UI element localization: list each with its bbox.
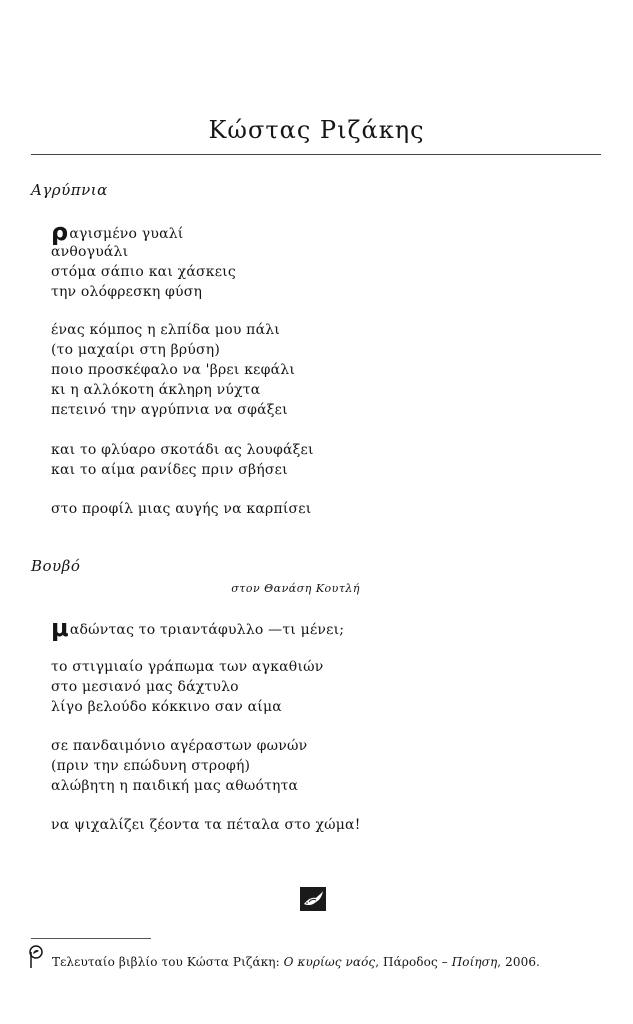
footnote-book-title: Ο κυρίως ναός <box>283 955 376 969</box>
poem-title-2: Βουβό <box>31 557 81 575</box>
stanza-1-4 <box>51 499 311 519</box>
stanza-1-1 <box>51 218 236 302</box>
poem-line: την ολόφρεσκη φύση <box>51 284 203 300</box>
poem-line <box>51 614 345 642</box>
stanza-1-2 <box>51 320 295 420</box>
poem-line: (το μαχαίρι στη βρύση) <box>51 342 221 358</box>
dedication: στον Θανάση Κουτλή <box>231 582 360 595</box>
poem-line: και το φλύαρο σκοτάδι ας λουφάξει <box>51 442 314 458</box>
poem-line: να ψιχαλίζει ζέοντα τα πέταλα στο χώμα! <box>51 817 361 833</box>
footnote-mark-icon <box>28 945 44 969</box>
stanza-2-3 <box>51 736 307 796</box>
poem-line: ένας κόμπος η ελπίδα μου πάλι <box>51 322 281 338</box>
stanza-2-4 <box>51 815 361 835</box>
poem-line: ανθογυάλι <box>51 244 129 260</box>
poem-line: λίγο βελούδο κόκκινο σαν αίμα <box>51 699 282 715</box>
poem-line: πετεινό την αγρύπνια να σφάξει <box>51 402 288 418</box>
poem-line: κι η αλλόκοτη άκληρη νύχτα <box>51 382 261 398</box>
first-line: αδώντας το τριαντάφυλλο —τι μένει; <box>69 622 345 638</box>
first-line: αγισμένο γυαλί <box>69 226 184 242</box>
footnote-series: Ποίηση <box>451 955 498 969</box>
stanza-2-2 <box>51 657 323 717</box>
footnote-rule <box>31 938 151 939</box>
heading-rule <box>31 154 601 155</box>
poem-line: στο μεσιανό μας δάχτυλο <box>51 679 239 695</box>
poem-line: και το αίμα ρανίδες πριν σβήσει <box>51 462 288 478</box>
poem-line: σε πανδαιμόνιο αγέραστων φωνών <box>51 738 308 754</box>
bird-ornament-icon <box>300 887 326 911</box>
poem-line: στο προφίλ μιας αυγής να καρπίσει <box>51 501 312 517</box>
footnote <box>52 955 540 969</box>
author-heading: Κώστας Ριζάκης <box>208 116 425 144</box>
drop-cap: μ <box>51 614 69 642</box>
poem-line: αλώβητη η παιδική μας αθωότητα <box>51 778 299 794</box>
footnote-suffix: , 2006. <box>497 955 540 969</box>
poem-line: (πριν την επώδυνη στροφή) <box>51 758 251 774</box>
poem-line <box>51 218 236 246</box>
stanza-1-3 <box>51 440 314 480</box>
poem-title-1: Αγρύπνια <box>31 181 108 199</box>
stanza-2-1 <box>51 614 345 642</box>
footnote-prefix: Τελευταίο βιβλίο του Κώστα Ριζάκη: <box>52 955 284 969</box>
poem-line: το στιγμιαίο γράπωμα των αγκαθιών <box>51 659 324 675</box>
poem-line: στόμα σάπιο και χάσκεις <box>51 264 236 280</box>
drop-cap: ρ <box>51 218 69 246</box>
footnote-middle: , Πάροδος – <box>375 955 452 969</box>
poem-line: ποιο προσκέφαλο να 'βρει κεφάλι <box>51 362 296 378</box>
